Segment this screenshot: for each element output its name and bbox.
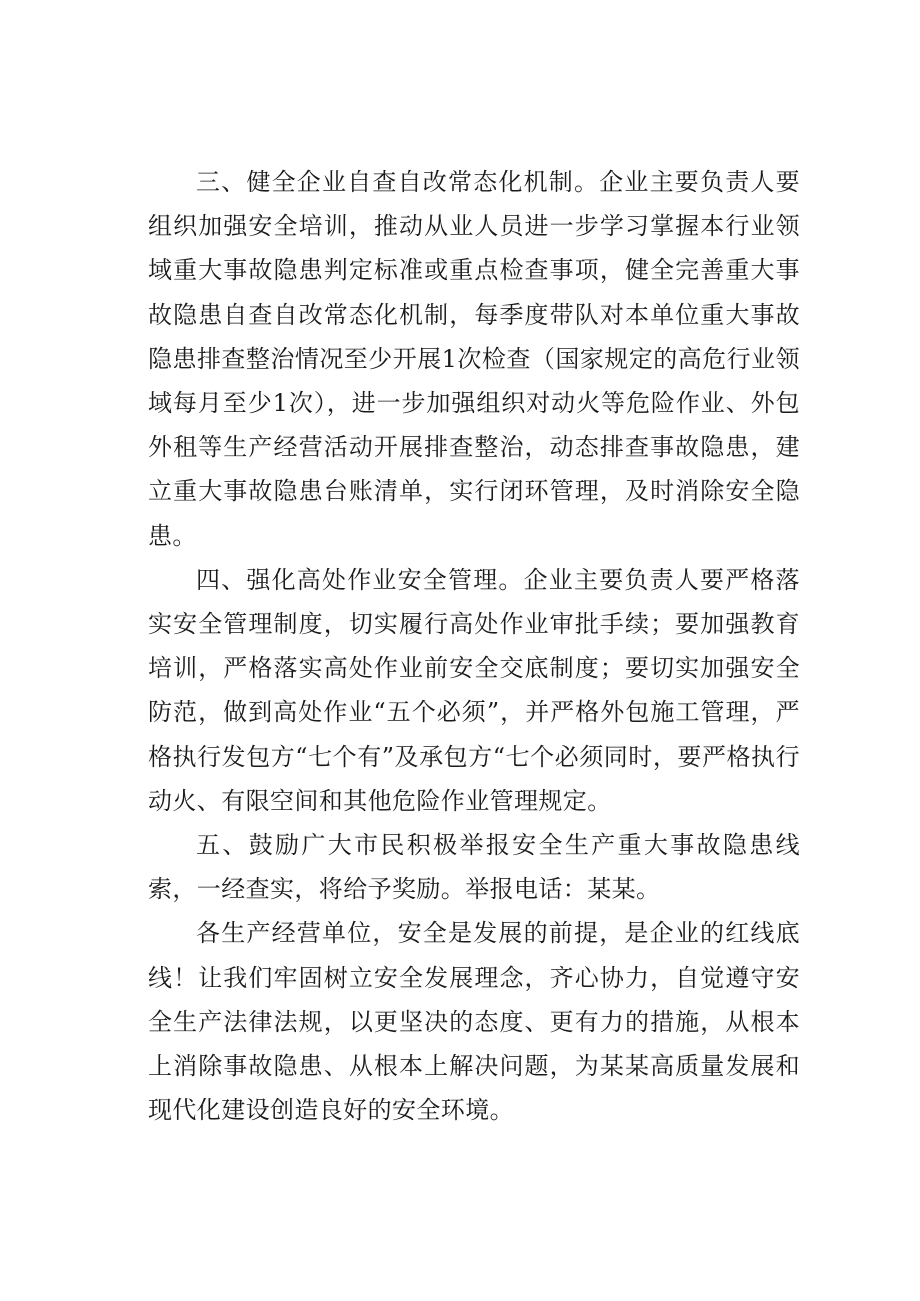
paragraph-closing-appeal: 各生产经营单位，安全是发展的前提，是企业的红线底线！让我们牢固树立安全发展理念，齐心协力，自觉遵守安全生产法律法规，以更坚决的态度、更有力的措施，从根本上消除事故隐患、从根本上解决问题，为某某高质量发展和现代化建设创造良好的安全环境。 — [148, 919, 800, 1125]
paragraph-reporting-reward: 五、鼓励广大市民积极举报安全生产重大事故隐患线索，一经查实，将给予奖励。举报电话：某某。 — [148, 831, 800, 904]
paragraph-self-inspection: 三、健全企业自查自改常态化机制。企业主要负责人要组织加强安全培训，推动从业人员进一步学习掌握本行业领域重大事故隐患判定标准或重点检查事项，健全完善重大事故隐患自查自改常态化机制，每季度带队对本单位重大事故隐患排查整治情况至少开展1次检查（国家规定的高危行业领域每月至少1次），进一步加强组织对动火等危险作业、外包外租等生产经营活动开展排查整治，动态排查事故隐患，建立重大事故隐患台账清单，实行闭环管理，及时消除安全隐患。 — [148, 168, 800, 550]
document-body — [148, 160, 800, 1132]
paragraph-work-at-height: 四、强化高处作业安全管理。企业主要负责人要严格落实安全管理制度，切实履行高处作业审批手续；要加强教育培训，严格落实高处作业前安全交底制度；要切实加强安全防范，做到高处作业“五个必须”，并严格外包施工管理，严格执行发包方“七个有”及承包方“七个必须同时，要严格执行动火、有限空间和其他危险作业管理规定。 — [148, 565, 800, 815]
